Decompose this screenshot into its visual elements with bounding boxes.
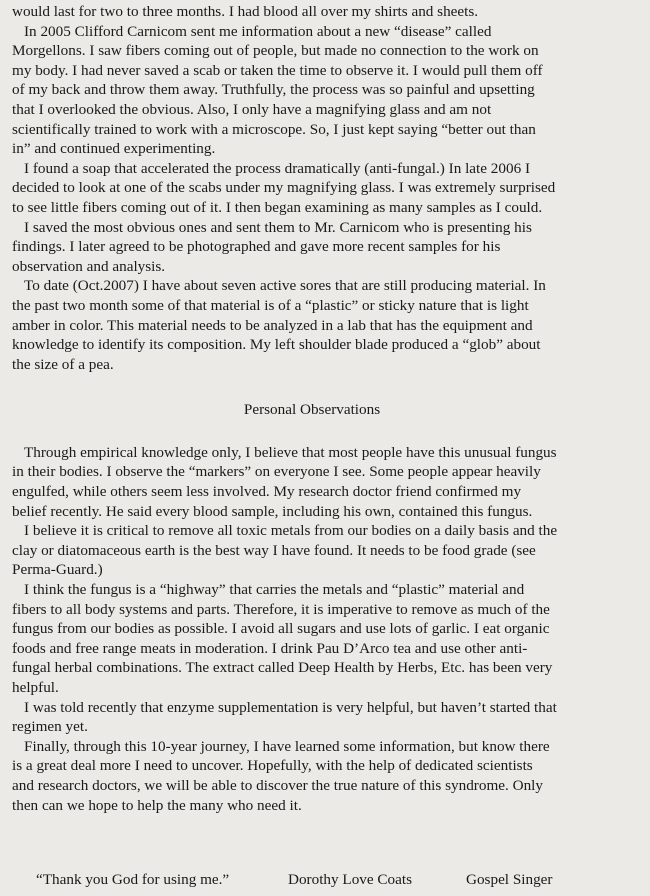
body-text-bottom <box>12 443 642 815</box>
text-line: I found a soap that accelerated the process dramatically (anti-fungal.) In late 2006 I <box>24 159 531 177</box>
text-line: I saved the most obvious ones and sent them to Mr. Carnicom who is presenting his <box>24 218 532 236</box>
text-line: Through empirical knowledge only, I believe that most people have this unusual fungus <box>24 443 557 461</box>
text-line: helpful. <box>12 679 59 696</box>
text-line: fungal herbal combinations. The extract called Deep Health by Herbs, Etc. has been very <box>12 659 553 677</box>
text-line: clay or diatomaceous earth is the best way I have found. It needs to be food grade (see <box>12 541 536 559</box>
text-line: then can we hope to help the many who need it. <box>12 796 302 814</box>
text-line: Morgellons. I saw fibers coming out of people, but made no connection to the work on <box>12 42 539 60</box>
body-text-top <box>12 2 642 374</box>
text-line: I think the fungus is a “highway” that carries the metals and “plastic” material and <box>24 581 525 599</box>
text-line: the size of a pea. <box>12 355 114 373</box>
text-line: observation and analysis. <box>12 257 166 275</box>
text-line: regimen yet. <box>12 718 88 736</box>
text-line: is a great deal more I need to uncover. Hopefully, with the help of dedicated scientists <box>12 757 533 775</box>
text-line: engulfed, while others seem less involved. My research doctor friend confirmed my <box>12 483 522 501</box>
text-line: belief recently. He said every blood sample, including his own, contained this fungus. <box>12 502 533 520</box>
signature-quote: “Thank you God for using me.” <box>36 871 230 888</box>
text-line: my body. I had never saved a scab or taken the time to observe it. I would pull them off <box>12 61 543 79</box>
text-line: knowledge to identify its composition. My left shoulder blade produced a “glob” about <box>12 336 541 354</box>
text-line: To date (Oct.2007) I have about seven active sores that are still producing material. In <box>24 277 546 295</box>
text-line: I believe it is critical to remove all toxic metals from our bodies on a daily basis and the <box>24 522 558 540</box>
text-line: I was told recently that enzyme supplementation is very helpful, but haven’t started that <box>24 698 557 716</box>
text-line: decided to look at one of the scabs under my magnifying glass. I was extremely surprised <box>12 179 556 197</box>
text-line: in their bodies. I observe the “markers” on everyone I see. Some people appear heavily <box>12 463 541 481</box>
text-line: in” and continued experimenting. <box>12 140 216 158</box>
signature-line <box>36 870 552 890</box>
signature-role: Gospel Singer <box>466 871 553 888</box>
text-line: to see little fibers coming out of it. I then began examining as many samples as I could. <box>12 198 543 216</box>
text-line: In 2005 Clifford Carnicom sent me information about a new “disease” called <box>24 22 492 40</box>
text-line: findings. I later agreed to be photographed and gave more recent samples for his <box>12 238 501 256</box>
text-line: scientifically trained to work with a microscope. So, I just kept saying “better out than <box>12 120 536 138</box>
text-line: would last for two to three months. I had blood all over my shirts and sheets. <box>12 3 479 20</box>
text-line: Finally, through this 10-year journey, I have learned some information, but know there <box>24 737 550 755</box>
signature-name: Dorothy Love Coats <box>288 871 413 888</box>
text-line: amber in color. This material needs to be analyzed in a lab that has the equipment and <box>12 316 533 334</box>
text-line: foods and free range meats in moderation. I drink Pau D’Arco tea and use other anti- <box>12 639 528 657</box>
text-line: of my back and throw them away. Truthfully, the process was so painful and upsetting <box>12 81 535 99</box>
text-line: and research doctors, we will be able to discover the true nature of this syndrome. Only <box>12 776 543 794</box>
text-line: Perma-Guard.) <box>12 561 103 579</box>
text-line: the past two month some of that material is of a “plastic” or sticky nature that is light <box>12 296 529 314</box>
text-line: fibers to all body systems and parts. Therefore, it is imperative to remove as much of the <box>12 600 550 618</box>
text-line: that I overlooked the obvious. Also, I only have a magnifying glass and am not <box>12 100 492 118</box>
section-heading: Personal Observations <box>243 401 381 419</box>
text-line: fungus from our bodies as possible. I avoid all sugars and use lots of garlic. I eat organic <box>12 620 550 638</box>
